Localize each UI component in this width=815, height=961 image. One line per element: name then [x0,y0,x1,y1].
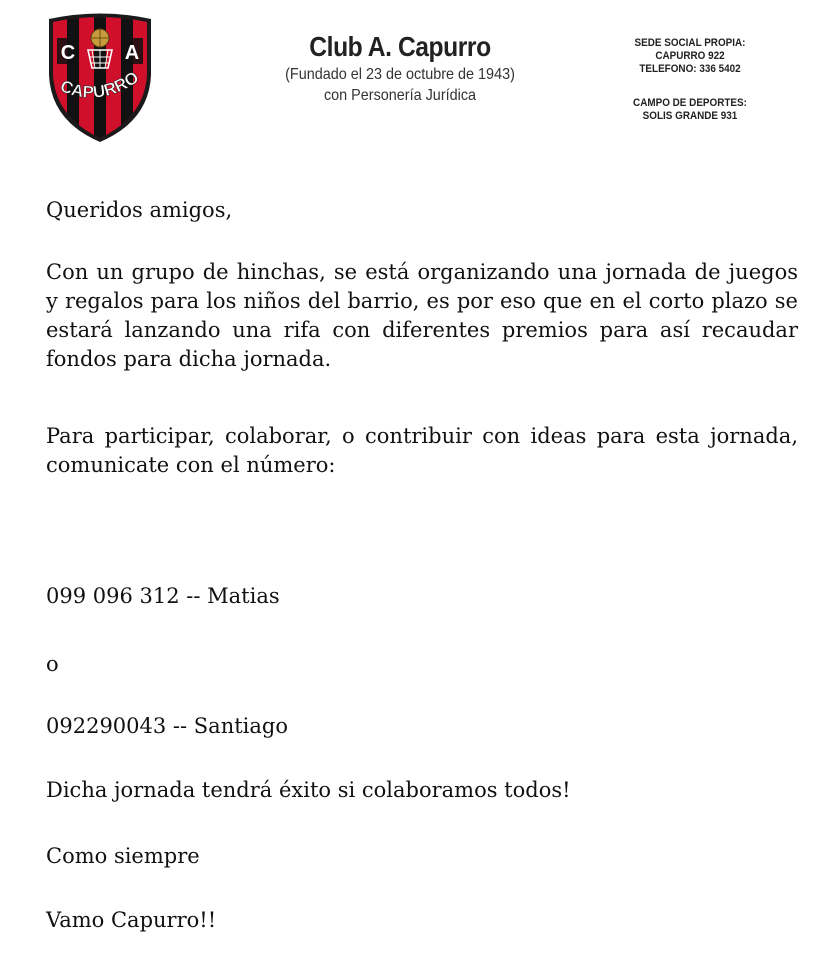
club-crest-logo [45,12,155,142]
letter-success-line: Dicha jornada tendrá éxito si colaboramos todos! [46,778,571,802]
letter-or: o [46,652,59,676]
contact-phone-1: 099 096 312 -- Matias [46,584,280,608]
club-founded: (Fundado el 23 de octubre de 1943) [285,66,515,83]
contact-line: TELEFONO: 336 5402 [639,63,741,75]
crest-letter-c: C [60,42,76,64]
contact-line: SOLIS GRANDE 931 [642,110,738,122]
crest-arc-text: CAPURRO [57,67,143,102]
club-legal-status: con Personería Jurídica [323,87,477,104]
letter-closing: Como siempre [46,844,200,868]
contact-line: SEDE SOCIAL PROPIA: [634,37,746,49]
contact-line: CAPURRO 922 [655,50,725,62]
letter-paragraph-2: Para participar, colaborar, o contribuir con ideas para esta jornada, comunicate con el número: [46,424,798,477]
contact-sports-field [600,97,780,123]
letter-greeting: Queridos amigos, [46,198,233,222]
crest-letter-a: A [124,42,140,64]
contact-social-seat [600,37,780,76]
letter-cheer: Vamo Capurro!! [46,908,217,932]
club-name: Club A. Capurro [309,31,491,62]
letterhead [0,0,815,160]
contact-phone-2: 092290043 -- Santiago [46,714,288,738]
contact-line: CAMPO DE DEPORTES: [633,97,747,109]
club-title-block [240,30,560,106]
letter-paragraph-1: Con un grupo de hinchas, se está organizando una jornada de juegos y regalos para los niños del barrio, es por eso que en el corto plazo se estará lanzando una rifa con diferentes premios para así recaudar fondos para dicha jornada. [46,260,798,371]
